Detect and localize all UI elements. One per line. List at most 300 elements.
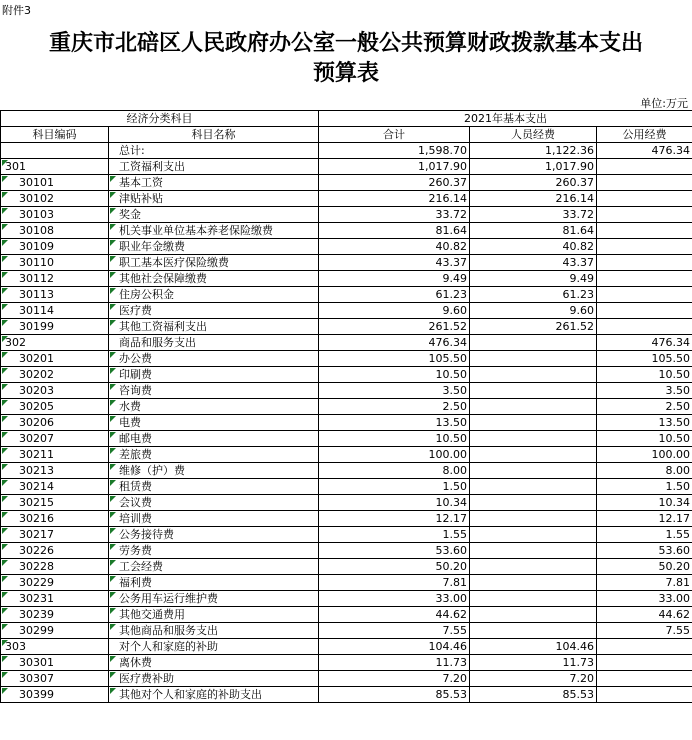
table-row xyxy=(1,447,692,463)
cell-code xyxy=(1,607,109,623)
cell-name xyxy=(109,559,319,575)
cell-personnel xyxy=(470,399,597,415)
cell-name xyxy=(109,255,319,271)
code-text: 30203 xyxy=(19,384,54,397)
cell-code xyxy=(1,655,109,671)
cell-marker-icon xyxy=(110,384,116,390)
name-text: 其他社会保障缴费 xyxy=(119,272,207,285)
cell-public: 10.34 xyxy=(597,495,692,511)
code-text: 30231 xyxy=(19,592,54,605)
cell-name xyxy=(109,575,319,591)
cell-code xyxy=(1,639,109,655)
code-text: 302 xyxy=(5,336,26,349)
cell-marker-icon xyxy=(2,208,8,214)
cell-total: 53.60 xyxy=(319,543,470,559)
cell-public: 7.55 xyxy=(597,623,692,639)
cell-public xyxy=(597,271,692,287)
cell-name xyxy=(109,287,319,303)
cell-personnel xyxy=(470,575,597,591)
cell-marker-icon xyxy=(2,176,8,182)
cell-total: 7.20 xyxy=(319,671,470,687)
cell-public xyxy=(597,175,692,191)
cell-marker-icon xyxy=(2,640,8,646)
cell-personnel: 43.37 xyxy=(470,255,597,271)
cell-personnel: 260.37 xyxy=(470,175,597,191)
cell-public xyxy=(597,319,692,335)
cell-marker-icon xyxy=(110,432,116,438)
table-row xyxy=(1,479,692,495)
cell-marker-icon xyxy=(110,304,116,310)
cell-public: 7.81 xyxy=(597,575,692,591)
name-text: 其他工资福利支出 xyxy=(119,320,207,333)
cell-name xyxy=(109,367,319,383)
cell-total: 260.37 xyxy=(319,175,470,191)
cell-marker-icon xyxy=(110,512,116,518)
cell-public xyxy=(597,191,692,207)
cell-marker-icon xyxy=(2,544,8,550)
cell-marker-icon xyxy=(110,576,116,582)
table-row xyxy=(1,543,692,559)
cell-public: 2.50 xyxy=(597,399,692,415)
cell-personnel: 1,122.36 xyxy=(470,143,597,159)
code-text: 30301 xyxy=(19,656,54,669)
cell-public: 44.62 xyxy=(597,607,692,623)
table-row xyxy=(1,495,692,511)
name-text: 总计: xyxy=(119,144,145,157)
cell-code xyxy=(1,591,109,607)
cell-code xyxy=(1,623,109,639)
name-text: 电费 xyxy=(119,416,141,429)
cell-code xyxy=(1,367,109,383)
table-row xyxy=(1,559,692,575)
cell-marker-icon xyxy=(2,352,8,358)
table-row xyxy=(1,639,692,655)
code-text: 30207 xyxy=(19,432,54,445)
cell-personnel xyxy=(470,511,597,527)
cell-marker-icon xyxy=(2,416,8,422)
cell-name xyxy=(109,431,319,447)
table-row xyxy=(1,335,692,351)
cell-total: 81.64 xyxy=(319,223,470,239)
code-text: 30215 xyxy=(19,496,54,509)
cell-personnel xyxy=(470,383,597,399)
cell-total: 1.55 xyxy=(319,527,470,543)
cell-public: 1.50 xyxy=(597,479,692,495)
cell-name xyxy=(109,143,319,159)
cell-marker-icon xyxy=(2,592,8,598)
cell-personnel: 81.64 xyxy=(470,223,597,239)
cell-marker-icon xyxy=(2,432,8,438)
table-row xyxy=(1,655,692,671)
code-text: 30109 xyxy=(19,240,54,253)
cell-total: 7.81 xyxy=(319,575,470,591)
table-row xyxy=(1,511,692,527)
cell-personnel xyxy=(470,495,597,511)
cell-code xyxy=(1,271,109,287)
cell-code xyxy=(1,159,109,175)
cell-name xyxy=(109,495,319,511)
cell-marker-icon xyxy=(110,240,116,246)
cell-code xyxy=(1,415,109,431)
cell-total: 50.20 xyxy=(319,559,470,575)
cell-name xyxy=(109,447,319,463)
cell-name xyxy=(109,191,319,207)
name-text: 办公费 xyxy=(119,352,152,365)
cell-name xyxy=(109,463,319,479)
cell-personnel: 9.49 xyxy=(470,271,597,287)
name-text: 印刷费 xyxy=(119,368,152,381)
cell-personnel xyxy=(470,479,597,495)
cell-public: 100.00 xyxy=(597,447,692,463)
cell-personnel: 104.46 xyxy=(470,639,597,655)
header-personnel: 人员经费 xyxy=(470,127,597,143)
cell-marker-icon xyxy=(110,368,116,374)
cell-total: 100.00 xyxy=(319,447,470,463)
code-text: 30399 xyxy=(19,688,54,701)
table-row xyxy=(1,671,692,687)
cell-code xyxy=(1,495,109,511)
cell-personnel: 216.14 xyxy=(470,191,597,207)
cell-total: 13.50 xyxy=(319,415,470,431)
cell-public: 3.50 xyxy=(597,383,692,399)
cell-total: 10.50 xyxy=(319,367,470,383)
cell-personnel xyxy=(470,351,597,367)
cell-marker-icon xyxy=(110,592,116,598)
header-total: 合计 xyxy=(319,127,470,143)
cell-code xyxy=(1,239,109,255)
cell-code xyxy=(1,255,109,271)
cell-marker-icon xyxy=(110,656,116,662)
cell-total: 33.72 xyxy=(319,207,470,223)
cell-code xyxy=(1,143,109,159)
cell-total: 1.50 xyxy=(319,479,470,495)
cell-name xyxy=(109,223,319,239)
cell-total: 85.53 xyxy=(319,687,470,703)
cell-total: 33.00 xyxy=(319,591,470,607)
table-row xyxy=(1,399,692,415)
cell-marker-icon xyxy=(2,224,8,230)
name-text: 租赁费 xyxy=(119,480,152,493)
cell-marker-icon xyxy=(2,672,8,678)
cell-public xyxy=(597,159,692,175)
cell-personnel xyxy=(470,367,597,383)
cell-personnel: 261.52 xyxy=(470,319,597,335)
code-text: 30102 xyxy=(19,192,54,205)
cell-name xyxy=(109,159,319,175)
cell-marker-icon xyxy=(110,688,116,694)
name-text: 职工基本医疗保险缴费 xyxy=(119,256,229,269)
code-text: 30201 xyxy=(19,352,54,365)
name-text: 培训费 xyxy=(119,512,152,525)
cell-marker-icon xyxy=(2,656,8,662)
name-text: 福利费 xyxy=(119,576,152,589)
cell-name xyxy=(109,415,319,431)
cell-name xyxy=(109,479,319,495)
cell-marker-icon xyxy=(2,304,8,310)
cell-marker-icon xyxy=(2,560,8,566)
table-row xyxy=(1,607,692,623)
cell-total: 261.52 xyxy=(319,319,470,335)
page-title xyxy=(0,28,692,88)
name-text: 工资福利支出 xyxy=(119,160,185,173)
name-text: 公务用车运行维护费 xyxy=(119,592,218,605)
cell-personnel xyxy=(470,591,597,607)
cell-code xyxy=(1,319,109,335)
code-text: 30114 xyxy=(19,304,54,317)
cell-name xyxy=(109,655,319,671)
cell-marker-icon xyxy=(2,240,8,246)
cell-code xyxy=(1,559,109,575)
code-text: 30229 xyxy=(19,576,54,589)
header-basic-expenditure: 2021年基本支出 xyxy=(319,111,692,127)
cell-marker-icon xyxy=(110,352,116,358)
cell-code xyxy=(1,671,109,687)
cell-name xyxy=(109,175,319,191)
cell-personnel: 9.60 xyxy=(470,303,597,319)
cell-public: 10.50 xyxy=(597,431,692,447)
cell-total: 12.17 xyxy=(319,511,470,527)
cell-name xyxy=(109,639,319,655)
cell-code xyxy=(1,303,109,319)
table-row xyxy=(1,319,692,335)
name-text: 其他交通费用 xyxy=(119,608,185,621)
cell-name xyxy=(109,239,319,255)
code-text: 30213 xyxy=(19,464,54,477)
cell-marker-icon xyxy=(2,464,8,470)
cell-marker-icon xyxy=(110,624,116,630)
code-text: 30307 xyxy=(19,672,54,685)
cell-personnel: 61.23 xyxy=(470,287,597,303)
cell-public xyxy=(597,655,692,671)
cell-personnel xyxy=(470,447,597,463)
cell-public xyxy=(597,287,692,303)
cell-total: 1,598.70 xyxy=(319,143,470,159)
cell-name xyxy=(109,399,319,415)
cell-name xyxy=(109,271,319,287)
code-text: 30110 xyxy=(19,256,54,269)
cell-marker-icon xyxy=(110,256,116,262)
name-text: 医疗费 xyxy=(119,304,152,317)
table-row xyxy=(1,431,692,447)
cell-public: 476.34 xyxy=(597,143,692,159)
cell-name xyxy=(109,351,319,367)
table-row xyxy=(1,351,692,367)
name-text: 咨询费 xyxy=(119,384,152,397)
name-text: 离休费 xyxy=(119,656,152,669)
code-text: 30299 xyxy=(19,624,54,637)
cell-name xyxy=(109,607,319,623)
cell-personnel xyxy=(470,463,597,479)
name-text: 职业年金缴费 xyxy=(119,240,185,253)
budget-table xyxy=(0,110,692,703)
cell-public xyxy=(597,671,692,687)
cell-public: 50.20 xyxy=(597,559,692,575)
cell-name xyxy=(109,335,319,351)
name-text: 商品和服务支出 xyxy=(119,336,196,349)
code-text: 30228 xyxy=(19,560,54,573)
cell-marker-icon xyxy=(2,496,8,502)
name-text: 会议费 xyxy=(119,496,152,509)
header-econ-class: 经济分类科目 xyxy=(1,111,319,127)
cell-personnel xyxy=(470,543,597,559)
cell-public: 8.00 xyxy=(597,463,692,479)
unit-label: 单位:万元 xyxy=(640,97,688,110)
cell-personnel xyxy=(470,607,597,623)
name-text: 机关事业单位基本养老保险缴费 xyxy=(119,224,273,237)
table-row xyxy=(1,623,692,639)
cell-name xyxy=(109,527,319,543)
cell-public xyxy=(597,687,692,703)
code-text: 30112 xyxy=(19,272,54,285)
cell-public: 10.50 xyxy=(597,367,692,383)
cell-name xyxy=(109,543,319,559)
table-row xyxy=(1,415,692,431)
cell-name xyxy=(109,511,319,527)
name-text: 医疗费补助 xyxy=(119,672,174,685)
cell-public: 476.34 xyxy=(597,335,692,351)
cell-code xyxy=(1,527,109,543)
name-text: 住房公积金 xyxy=(119,288,174,301)
cell-name xyxy=(109,319,319,335)
header-code: 科目编码 xyxy=(1,127,109,143)
table-row xyxy=(1,463,692,479)
cell-personnel: 1,017.90 xyxy=(470,159,597,175)
cell-public xyxy=(597,639,692,655)
cell-personnel: 40.82 xyxy=(470,239,597,255)
name-text: 奖金 xyxy=(119,208,141,221)
table-row xyxy=(1,223,692,239)
cell-code xyxy=(1,511,109,527)
code-text: 30206 xyxy=(19,416,54,429)
code-text: 30103 xyxy=(19,208,54,221)
name-text: 工会经费 xyxy=(119,560,163,573)
cell-code xyxy=(1,543,109,559)
cell-marker-icon xyxy=(110,608,116,614)
table-row xyxy=(1,591,692,607)
cell-total: 476.34 xyxy=(319,335,470,351)
table-row xyxy=(1,207,692,223)
cell-public xyxy=(597,255,692,271)
title-line-1: 重庆市北碚区人民政府办公室一般公共预算财政拨款基本支出 xyxy=(48,30,643,56)
cell-total: 43.37 xyxy=(319,255,470,271)
cell-marker-icon xyxy=(110,528,116,534)
cell-marker-icon xyxy=(110,544,116,550)
name-text: 水费 xyxy=(119,400,141,413)
cell-name xyxy=(109,591,319,607)
cell-name xyxy=(109,207,319,223)
cell-marker-icon xyxy=(110,416,116,422)
cell-code xyxy=(1,575,109,591)
cell-total: 216.14 xyxy=(319,191,470,207)
table-row xyxy=(1,303,692,319)
cell-total: 9.60 xyxy=(319,303,470,319)
cell-code xyxy=(1,287,109,303)
header-name: 科目名称 xyxy=(109,127,319,143)
cell-code xyxy=(1,431,109,447)
cell-public: 12.17 xyxy=(597,511,692,527)
cell-total: 9.49 xyxy=(319,271,470,287)
cell-total: 61.23 xyxy=(319,287,470,303)
code-text: 303 xyxy=(5,640,26,653)
cell-code xyxy=(1,447,109,463)
table-row xyxy=(1,143,692,159)
cell-personnel: 85.53 xyxy=(470,687,597,703)
cell-code xyxy=(1,479,109,495)
cell-total: 1,017.90 xyxy=(319,159,470,175)
cell-marker-icon xyxy=(2,400,8,406)
cell-marker-icon xyxy=(110,176,116,182)
cell-marker-icon xyxy=(2,480,8,486)
cell-marker-icon xyxy=(2,624,8,630)
name-text: 对个人和家庭的补助 xyxy=(119,640,218,653)
name-text: 差旅费 xyxy=(119,448,152,461)
code-text: 30199 xyxy=(19,320,54,333)
table-row xyxy=(1,191,692,207)
cell-public: 13.50 xyxy=(597,415,692,431)
cell-total: 44.62 xyxy=(319,607,470,623)
cell-personnel: 11.73 xyxy=(470,655,597,671)
cell-total: 10.34 xyxy=(319,495,470,511)
cell-marker-icon xyxy=(110,320,116,326)
cell-total: 10.50 xyxy=(319,431,470,447)
cell-marker-icon xyxy=(2,256,8,262)
table-row xyxy=(1,575,692,591)
cell-code xyxy=(1,687,109,703)
cell-personnel xyxy=(470,335,597,351)
cell-marker-icon xyxy=(2,512,8,518)
cell-marker-icon xyxy=(2,576,8,582)
table-row xyxy=(1,271,692,287)
cell-total: 40.82 xyxy=(319,239,470,255)
code-text: 30214 xyxy=(19,480,54,493)
cell-marker-icon xyxy=(2,272,8,278)
cell-code xyxy=(1,207,109,223)
cell-total: 7.55 xyxy=(319,623,470,639)
cell-public: 105.50 xyxy=(597,351,692,367)
cell-marker-icon xyxy=(110,288,116,294)
table-row xyxy=(1,175,692,191)
cell-code xyxy=(1,191,109,207)
cell-name xyxy=(109,671,319,687)
cell-marker-icon xyxy=(2,288,8,294)
cell-marker-icon xyxy=(110,464,116,470)
cell-name xyxy=(109,383,319,399)
cell-personnel xyxy=(470,527,597,543)
cell-marker-icon xyxy=(110,448,116,454)
code-text: 30216 xyxy=(19,512,54,525)
header-row-1 xyxy=(1,111,692,127)
code-text: 30211 xyxy=(19,448,54,461)
cell-total: 104.46 xyxy=(319,639,470,655)
cell-marker-icon xyxy=(110,496,116,502)
code-text: 30101 xyxy=(19,176,54,189)
cell-personnel xyxy=(470,415,597,431)
cell-public xyxy=(597,207,692,223)
cell-marker-icon xyxy=(110,560,116,566)
name-text: 维修（护）费 xyxy=(119,464,185,477)
cell-name xyxy=(109,623,319,639)
cell-code xyxy=(1,463,109,479)
cell-marker-icon xyxy=(2,320,8,326)
code-text: 30113 xyxy=(19,288,54,301)
cell-code xyxy=(1,223,109,239)
code-text: 30205 xyxy=(19,400,54,413)
cell-public: 1.55 xyxy=(597,527,692,543)
cell-marker-icon xyxy=(110,480,116,486)
cell-public: 33.00 xyxy=(597,591,692,607)
cell-code xyxy=(1,383,109,399)
name-text: 其他对个人和家庭的补助支出 xyxy=(119,688,262,701)
